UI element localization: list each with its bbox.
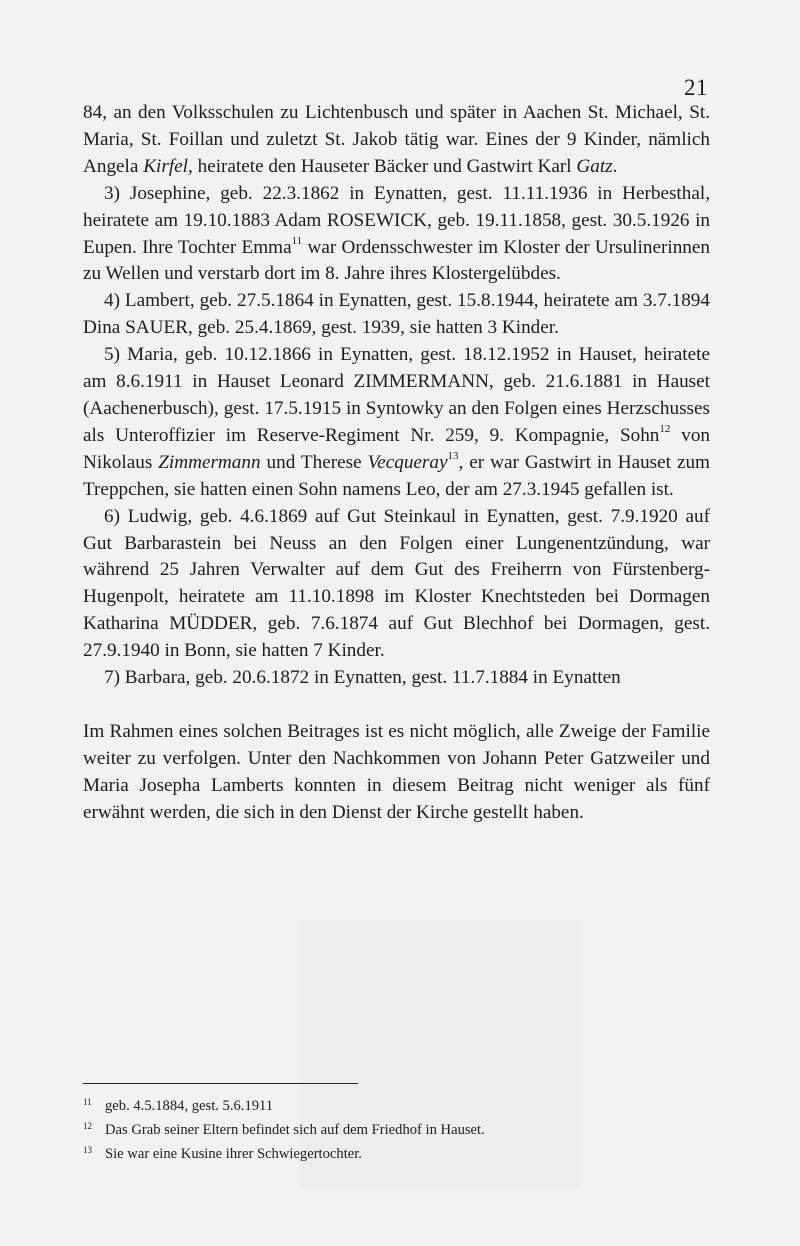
text-run: . (612, 155, 618, 177)
text-run: 4) Lambert, geb. 27.5.1864 in Eynatten, gest. 15.8.1944, heiratete am 3.7.1894 Dina SAUER, geb. 25.4.1869, gest. 1939, sie hatten 3 Kinder. (83, 290, 710, 339)
text-run: 84, an den Volksschulen zu Lichtenbusch und später in Aachen St. Michael, St. Maria, St. Foillan und zuletzt St. Jakob tätig war. Eines der 9 Kinder, nämlich Angela (83, 102, 710, 177)
footnote-number: 11 (83, 1097, 92, 1107)
text-run: von Nikolaus (83, 424, 711, 473)
text-run: , er war Gastwirt in Hauset zum Treppchen, sie hatten einen Sohn namens Leo, der am 27.3.1945 gefallen ist. (83, 451, 710, 500)
footnote-ref: 13 (447, 450, 459, 463)
footnote-text: Sie war eine Kusine ihrer Schwiegertochter. (105, 1146, 362, 1162)
text-run: 7) Barbara, geb. 20.6.1872 in Eynatten, gest. 11.7.1884 in Eynatten (104, 667, 621, 689)
footnote-separator (83, 1083, 358, 1084)
italic-name: Zimmermann (158, 451, 261, 473)
text-run: war Ordensschwester im Kloster der Ursulinerinnen zu Wellen und verstarb dort im 8. Jahre ihres Klostergelübdes. (83, 236, 711, 285)
paragraph-josephine (83, 181, 710, 289)
footnote-ref: 12 (659, 423, 671, 436)
footnote (83, 1143, 710, 1167)
text-run: 3) Josephine, geb. 22.3.1862 in Eynatten, gest. 11.11.1936 in Herbesthal, heiratete am 19.10.1883 Adam ROSEWICK, geb. 19.11.1858, gest. 30.5.1926 in Eupen. Ihre Tochter Emma (83, 182, 710, 258)
page-number: 21 (684, 75, 708, 100)
paragraph-summary (83, 719, 710, 827)
footnote-number: 12 (83, 1121, 92, 1131)
text-run: heiratete den Hauseter Bäcker und Gastwirt Karl (192, 155, 577, 177)
footnote (83, 1119, 710, 1143)
footnote (83, 1095, 710, 1119)
text-run: 5) Maria, geb. 10.12.1866 in Eynatten, gest. 18.12.1952 in Hauset, heiratete am 8.6.1911 in Hauset Leonard ZIMMERMANN, geb. 21.6.1881 in Hauset (Aachenerbusch), gest. 17.5.1915 in Syntowky an den Folgen eines Herzschusses als Unteroffizier im Reserve-Regiment Nr. 259, 9. Kompagnie, Sohn (83, 344, 710, 446)
footnote-text: Das Grab seiner Eltern befindet sich auf dem Friedhof in Hauset. (105, 1122, 485, 1138)
italic-name: Gatz (576, 155, 613, 177)
italic-name: Kirfel, (143, 155, 193, 177)
text-run: 6) Ludwig, geb. 4.6.1869 auf Gut Steinkaul in Eynatten, gest. 7.9.1920 auf Gut Barbarastein bei Neuss an den Folgen einer Lungenentzündung, war während 25 Jahren Verwalter auf dem Gut des Freiherrn von Fürstenberg-Hugenpolt, heiratete am 11.10.1898 im Kloster Knechtsteden bei Dormagen Katharina MÜDDER, geb. 7.6.1874 auf Gut Blechhof bei Dormagen, gest. 27.9.1940 in Bonn, sie hatten 7 Kinder. (83, 505, 710, 662)
text-run: Im Rahmen eines solchen Beitrages ist es nicht möglich, alle Zweige der Familie weiter zu verfolgen. Unter den Nachkommen von Johann Peter Gatzweiler und Maria Josepha Lamberts konnten in diesem Beitrag nicht weniger als fünf erwähnt werden, die sich in den Dienst der Kirche gestellt haben. (83, 720, 710, 823)
paragraph-lambert (83, 288, 710, 342)
text-run: und Therese (260, 451, 368, 473)
footnote-number: 13 (83, 1145, 92, 1155)
footnote-text: geb. 4.5.1884, gest. 5.6.1911 (105, 1098, 274, 1114)
paragraph-maria (83, 342, 710, 503)
paragraph-continuation (83, 100, 710, 181)
paragraph-barbara (83, 665, 710, 692)
paragraph-ludwig (83, 504, 710, 665)
footnote-ref: 11 (291, 235, 303, 248)
body-text (83, 100, 710, 827)
footnotes (83, 1095, 710, 1167)
italic-name: Vecqueray (367, 451, 448, 473)
